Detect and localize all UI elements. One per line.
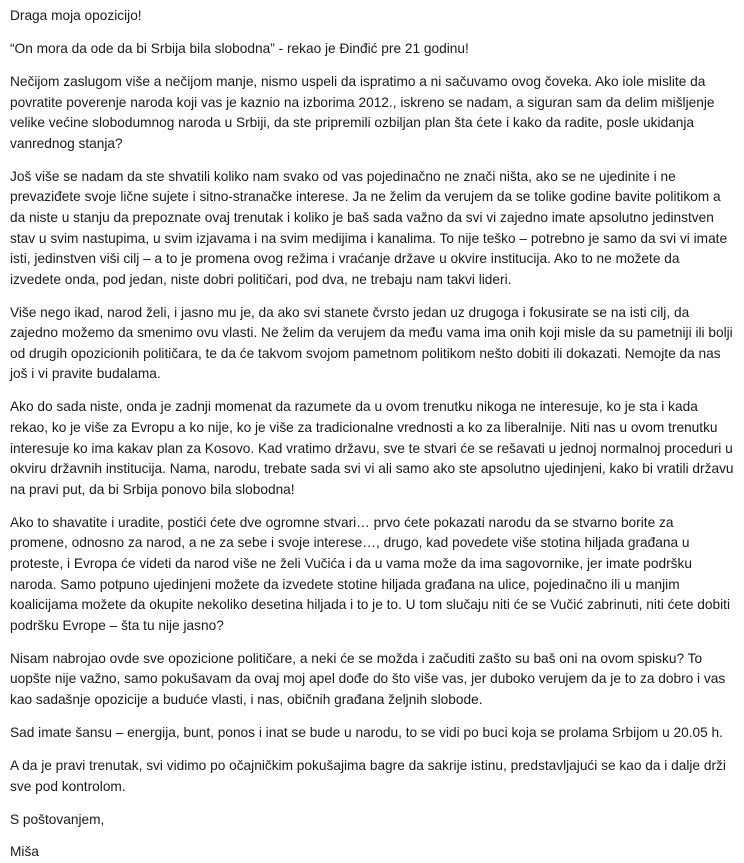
paragraph-1: Nečijom zaslugom više a nečijom manje, nismo uspeli da ispratimo a ni sačuvamo ovog čoveka. Ako iole mislite da povratite poverenje naroda koji vas je kaznio na izborima 2012., iskreno se nadam, a siguran sam da delim mišljenje velike većine slobodumnog naroda u Srbiji, da ste pripremili ozbiljan plan šta ćete i kako da radite, posle ukidanja vanrednog stanja?	[10, 73, 715, 151]
quote-line: “On mora da ode da bi Srbija bila slobodna” - rekao je Đinđić pre 21 godinu!	[10, 40, 469, 56]
paragraph-4: Ako do sada niste, onda je zadnji momenat da razumete da u ovom trenutku nikoga ne interesuje, ko je sta i kada rekao, ko je više za Evropu a ko nije, ko je više za tradicionalne vrednosti a ko za liberalnije. Niti nas u ovom trenutku interesuje ko ima kakav plan za Kosovo. Kad vratimo državu, sve te stvari će se rešavati u jednoj normalnoj proceduri u okviru državnih institucija. Nama, narodu, trebate sada svi vi ali samo ako ste apsolutno ujedinjeni, kako bi vratili državu na pravi put, da bi Srbija ponovo bila slobodna!	[10, 399, 734, 497]
closing-line: S poštovanjem,	[10, 811, 105, 827]
paragraph-7: Sad imate šansu – energija, bunt, ponos i inat se bude u narodu, to se vidi po buci koja se prolama Srbijom u 20.05 h.	[10, 724, 723, 740]
paragraph-5: Ako to shavatite i uradite, postići ćete dve ogromne stvari… prvo ćete pokazati narodu da se stvarno borite za promene, odnosno za narod, a ne za sebe i svoje interese…, drugo, kad povedete više stotina hiljada građana u proteste, i Evropa će videti da narod više ne želi Vučića i da u vama može da ima sagovornike, jer imate podršku naroda. Samo potpuno ujedinjeni možete da izvedete stotine hiljada građana na ulice, pojedinačno ili u manjim koalicijama možete da okupite nekoliko desetina hiljada i to je to. U tom slučaju niti će se Vučić zabrinuti, niti ćete dobiti podršku Evrope – šta tu nije jasno?	[10, 514, 730, 633]
paragraph-6: Nisam nabrojao ovde sve opozicione političare, a neki će se možda i začuditi zašto su baš oni na ovom spisku? To uopšte nije važno, samo pokušavam da ovaj moj apel dođe do što više vas, jer duboko verujem da je to za dobro i vas kao sadašnje opozicije a buduće vlasti, i nas, običnih građana željnih slobode.	[10, 650, 726, 707]
paragraph-8: A da je pravi trenutak, svi vidimo po očajničkim pokušajima bagre da sakrije istinu, predstavljajući se kao da i dalje drži sve pod kontrolom.	[10, 757, 726, 794]
paragraph-2: Još više se nadam da ste shvatili koliko nam svako od vas pojedinačno ne znači ništa, ako se ne ujedinite i ne prevaziđete svoje lične sujete i sitno-stranačke interese. Ja ne želim da verujem da se tolike godine bavite politikom a da niste u stanju da prepoznate ovaj trenutak i koliko je baš sada važno da svi vi zajedno imate apsolutno jedinstven stav u svim nastupima, u svim izjavama i na svim medijima i kanalima. To nije teško – potrebno je samo da svi vi imate isti, jedinstven viši cilj – a to je promena ovog režima i vraćanje države u okvire institucija. Ako to ne možete da izvedete onda, pod jedan, niste dobri političari, pod dva, ne trebaju nam takvi lideri.	[10, 168, 728, 287]
signature-line: Miša	[10, 844, 39, 860]
greeting-line: Draga moja opozicijo!	[10, 8, 142, 23]
paragraph-3: Više nego ikad, narod želi, i jasno mu je, da ako svi stanete čvrsto jedan uz drugoga i fokusirate se na isti cilj, da zajedno možemo da smenimo ovu vlasti. Ne želim da verujem da među vama ima onih koji misle da su pametniji ili bolji od drugih opozicionih političara, te da će takvom svojom pametnom politikom nešto dobiti ili dokazati. Nemojte da nas još i vi pravite budalama.	[10, 304, 733, 382]
